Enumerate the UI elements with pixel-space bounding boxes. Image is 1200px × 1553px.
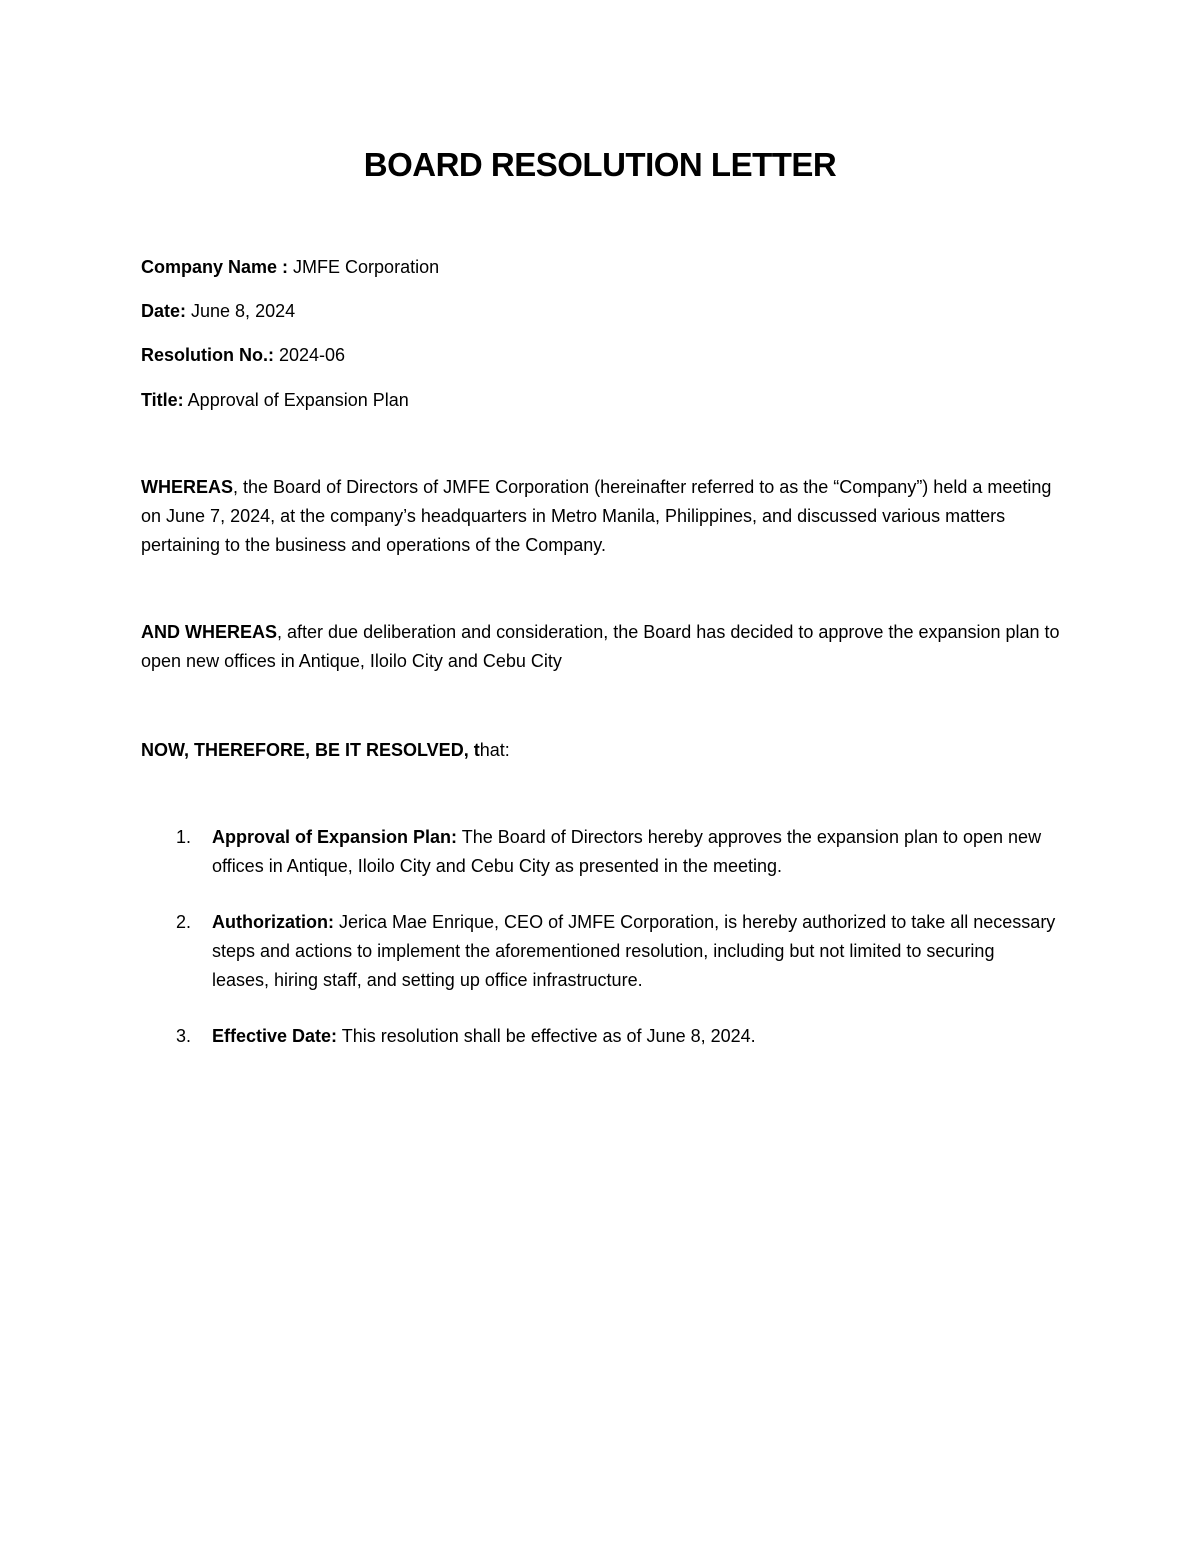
list-item-label: Approval of Expansion Plan: bbox=[212, 827, 458, 847]
and-whereas-lead: AND WHEREAS bbox=[141, 622, 278, 642]
whereas-paragraph bbox=[141, 473, 1071, 560]
list-item-label: Authorization: bbox=[212, 912, 334, 932]
resolved-text: hat: bbox=[479, 740, 510, 760]
list-item-body bbox=[212, 1022, 1056, 1051]
resolution-no-value: 2024-06 bbox=[274, 345, 346, 365]
resolved-paragraph bbox=[141, 736, 1071, 765]
company-name-field bbox=[141, 255, 439, 279]
list-item-text: Jerica Mae Enrique, CEO of JMFE Corporation, is hereby authorized to take all necessary steps and actions to implement the aforementioned resolution, including but not limited to securing leases, hiring staff, and setting up office infrastructure. bbox=[212, 912, 1056, 990]
list-number: 1. bbox=[176, 827, 192, 847]
date-label: Date: bbox=[141, 301, 187, 321]
list-item bbox=[176, 1022, 1056, 1051]
company-name-value: JMFE Corporation bbox=[288, 257, 440, 277]
title-label: Title: bbox=[141, 390, 184, 410]
list-number: 2. bbox=[176, 912, 192, 932]
company-name-label: Company Name : bbox=[141, 257, 289, 277]
title-value: Approval of Expansion Plan bbox=[183, 390, 409, 410]
and-whereas-paragraph bbox=[141, 618, 1071, 676]
date-value: June 8, 2024 bbox=[186, 301, 296, 321]
whereas-lead: WHEREAS bbox=[141, 477, 234, 497]
resolution-no-field bbox=[141, 343, 345, 367]
list-number: 3. bbox=[176, 1026, 192, 1046]
list-item-label: Effective Date: bbox=[212, 1026, 338, 1046]
list-item-body bbox=[212, 823, 1056, 881]
list-item-body bbox=[212, 908, 1056, 995]
resolution-no-label: Resolution No.: bbox=[141, 345, 274, 365]
list-item-text: This resolution shall be effective as of June 8, 2024. bbox=[337, 1026, 756, 1046]
resolved-lead: NOW, THEREFORE, BE IT RESOLVED, t bbox=[141, 740, 480, 760]
title-field bbox=[141, 388, 409, 412]
date-field bbox=[141, 299, 295, 323]
list-item bbox=[176, 908, 1056, 995]
list-item bbox=[176, 823, 1056, 881]
list-item-text: The Board of Directors hereby approves the expansion plan to open new offices in Antique, Iloilo City and Cebu City as presented in the meeting. bbox=[212, 827, 1042, 876]
and-whereas-text: , after due deliberation and consideration, the Board has decided to approve the expansion plan to open new offices in Antique, Iloilo City and Cebu City bbox=[141, 622, 1060, 671]
page-title: BOARD RESOLUTION LETTER bbox=[363, 146, 837, 183]
whereas-text: , the Board of Directors of JMFE Corporation (hereinafter referred to as the “Company”) held a meeting on June 7, 2024, at the company’s headquarters in Metro Manila, Philippines, and discussed various matters pertaining to the business and operations of the Company. bbox=[141, 477, 1052, 555]
